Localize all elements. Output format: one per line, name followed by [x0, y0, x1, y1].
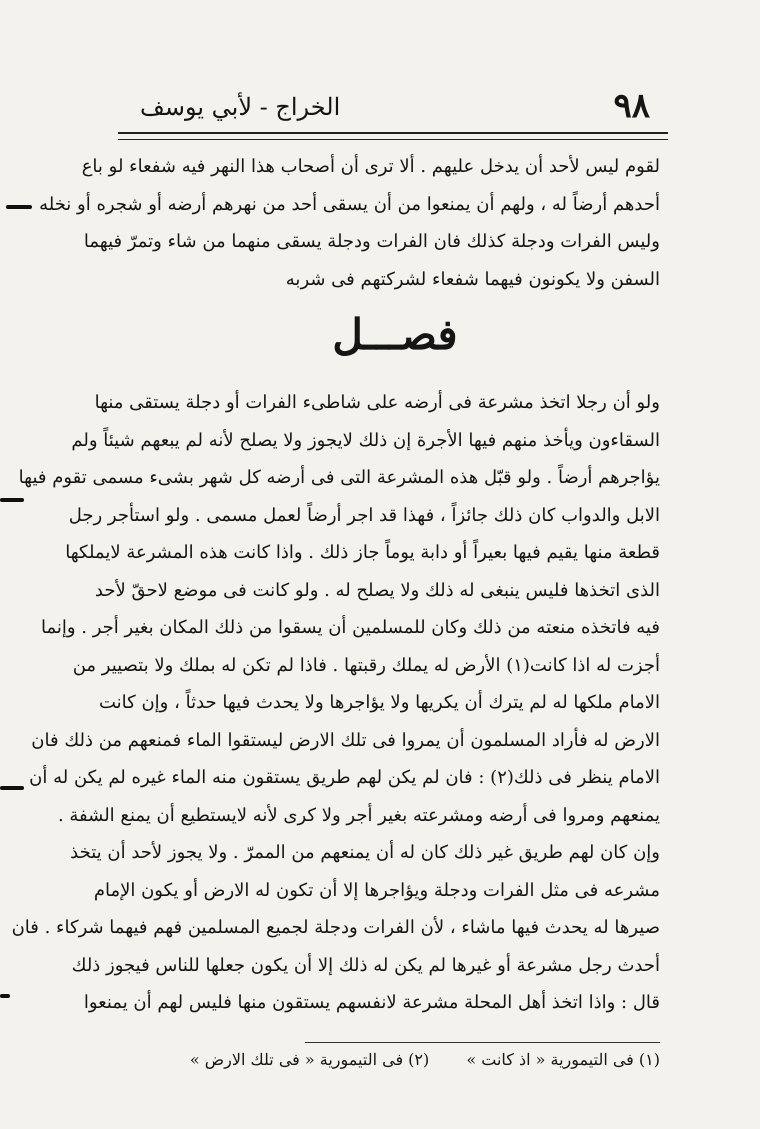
text-line: وإن كان لهم طريق غير ذلك كان له أن يمنعهم من الممرّ . ولا يجوز لأحد أن يتخذ [70, 842, 660, 863]
footnotes [170, 1046, 660, 1074]
page-number: ٩٨ [613, 86, 650, 126]
text-line: أحدث رجل مشرعة أو غيرها لم يكن له ذلك إلا أن يكون جعلها للناس فيجوز ذلك [71, 954, 660, 976]
text-line: الارض له فأراد المسلمون أن يمروا فى تلك الارض ليستقوا الماء فمنعهم من ذلك فان [31, 729, 660, 751]
paragraph-1 [39, 148, 660, 298]
footnote-1: (١) فى التيمورية « اذ كانت » [466, 1050, 660, 1069]
margin-mark [0, 994, 10, 998]
header-rule [118, 132, 668, 134]
section-heading: فصـــل [332, 310, 458, 359]
text-line: ولو أن رجلا اتخذ مشرعة فى أرضه على شاطىء الفرات أو دجلة يستقى منها [94, 392, 660, 413]
text-line: صيرها له يحدث فيها ماشاء ، لأن الفرات ودجلة لجميع المسلمين فهم فيهما شركاء . فان [11, 917, 660, 938]
text-line: قطعة منها يقيم فيها بعيراً أو دابة يوماً جاز ذلك . واذا كانت هذه المشرعة لايملكها [65, 542, 660, 563]
text-line: وليس الفرات ودجلة كذلك فان الفرات ودجلة يسقى منهما من شاء وتمرّ فيهما [83, 231, 660, 252]
footnote-rule [305, 1042, 660, 1043]
paragraph-2 [11, 384, 660, 1022]
text-line: أجزت له اذا كانت(١) الأرض له يملك رقبتها . فاذا لم تكن له بملك ولا بتصيير من [72, 654, 660, 676]
running-title: الخراج - لأبي يوسف [140, 93, 341, 121]
margin-mark [0, 786, 24, 790]
text-line: لقوم ليس لأحد أن يدخل عليهم . ألا ترى أن أصحاب هذا النهر فيه شفعاء لو باع [81, 156, 660, 177]
header-rule-thin [118, 139, 668, 140]
text-line: الذى اتخذها فليس ينبغى له ذلك ولا يصلح له . ولو كانت فى موضع لاحقّ لأحد [94, 579, 660, 601]
footnote-2: (٢) فى التيمورية « فى تلك الارض » [189, 1050, 430, 1069]
text-line: فيه فاتخذه منعته من ذلك وكان للمسلمين أن يسقوا من ذلك المكان بغير أجر . وإنما [40, 617, 660, 638]
text-line: أحدهم أرضاً له ، ولهم أن يمنعوا من أن يسقى أحد من نهرهم أرضه أو شجره أو نخله [39, 193, 660, 215]
text-line: يؤاجرهم أرضاً . ولو قبّل هذه المشرعة التى فى أرضه كل شهر بشىء مسمى تقوم فيها [18, 467, 660, 488]
text-line: الابل والدواب كان ذلك جائزاً ، فهذا قد اجر أرضاً لعمل مسمى . ولو استأجر رجل [68, 504, 660, 526]
text-line: السفن ولا يكونون فيهما شفعاء لشركتهم فى شربه [285, 268, 660, 290]
text-line: قال : واذا اتخذ أهل المحلة مشرعة لانفسهم يستقون منها فليس لهم أن يمنعوا [83, 992, 660, 1013]
margin-mark [6, 205, 32, 209]
text-line: السقاءون ويأخذ منهم فيها الأجرة إن ذلك لايجوز ولا يصلح لأنه لم يبعهم شيئاً ولم [71, 429, 660, 451]
text-line: الامام ملكها له لم يترك أن يكريها ولا يؤاجرها ولا يحدث فيها حدثاً ، وإن كانت [98, 692, 660, 713]
margin-mark [0, 498, 24, 502]
page-header [140, 86, 650, 126]
text-line: مشرعه فى مثل الفرات ودجلة ويؤاجرها إلا أن تكون له الارض أو يكون الإمام [93, 879, 660, 901]
text-line: يمنعهم ومروا فى أرضه ومشرعته بغير أجر ولا كرى لأنه لايستطيع أن يمنع الشفة . [57, 804, 660, 826]
text-line: الامام ينظر فى ذلك(٢) : فان لم يكن لهم طريق يستقون منه الماء غيره لم يكن له أن [29, 767, 660, 788]
